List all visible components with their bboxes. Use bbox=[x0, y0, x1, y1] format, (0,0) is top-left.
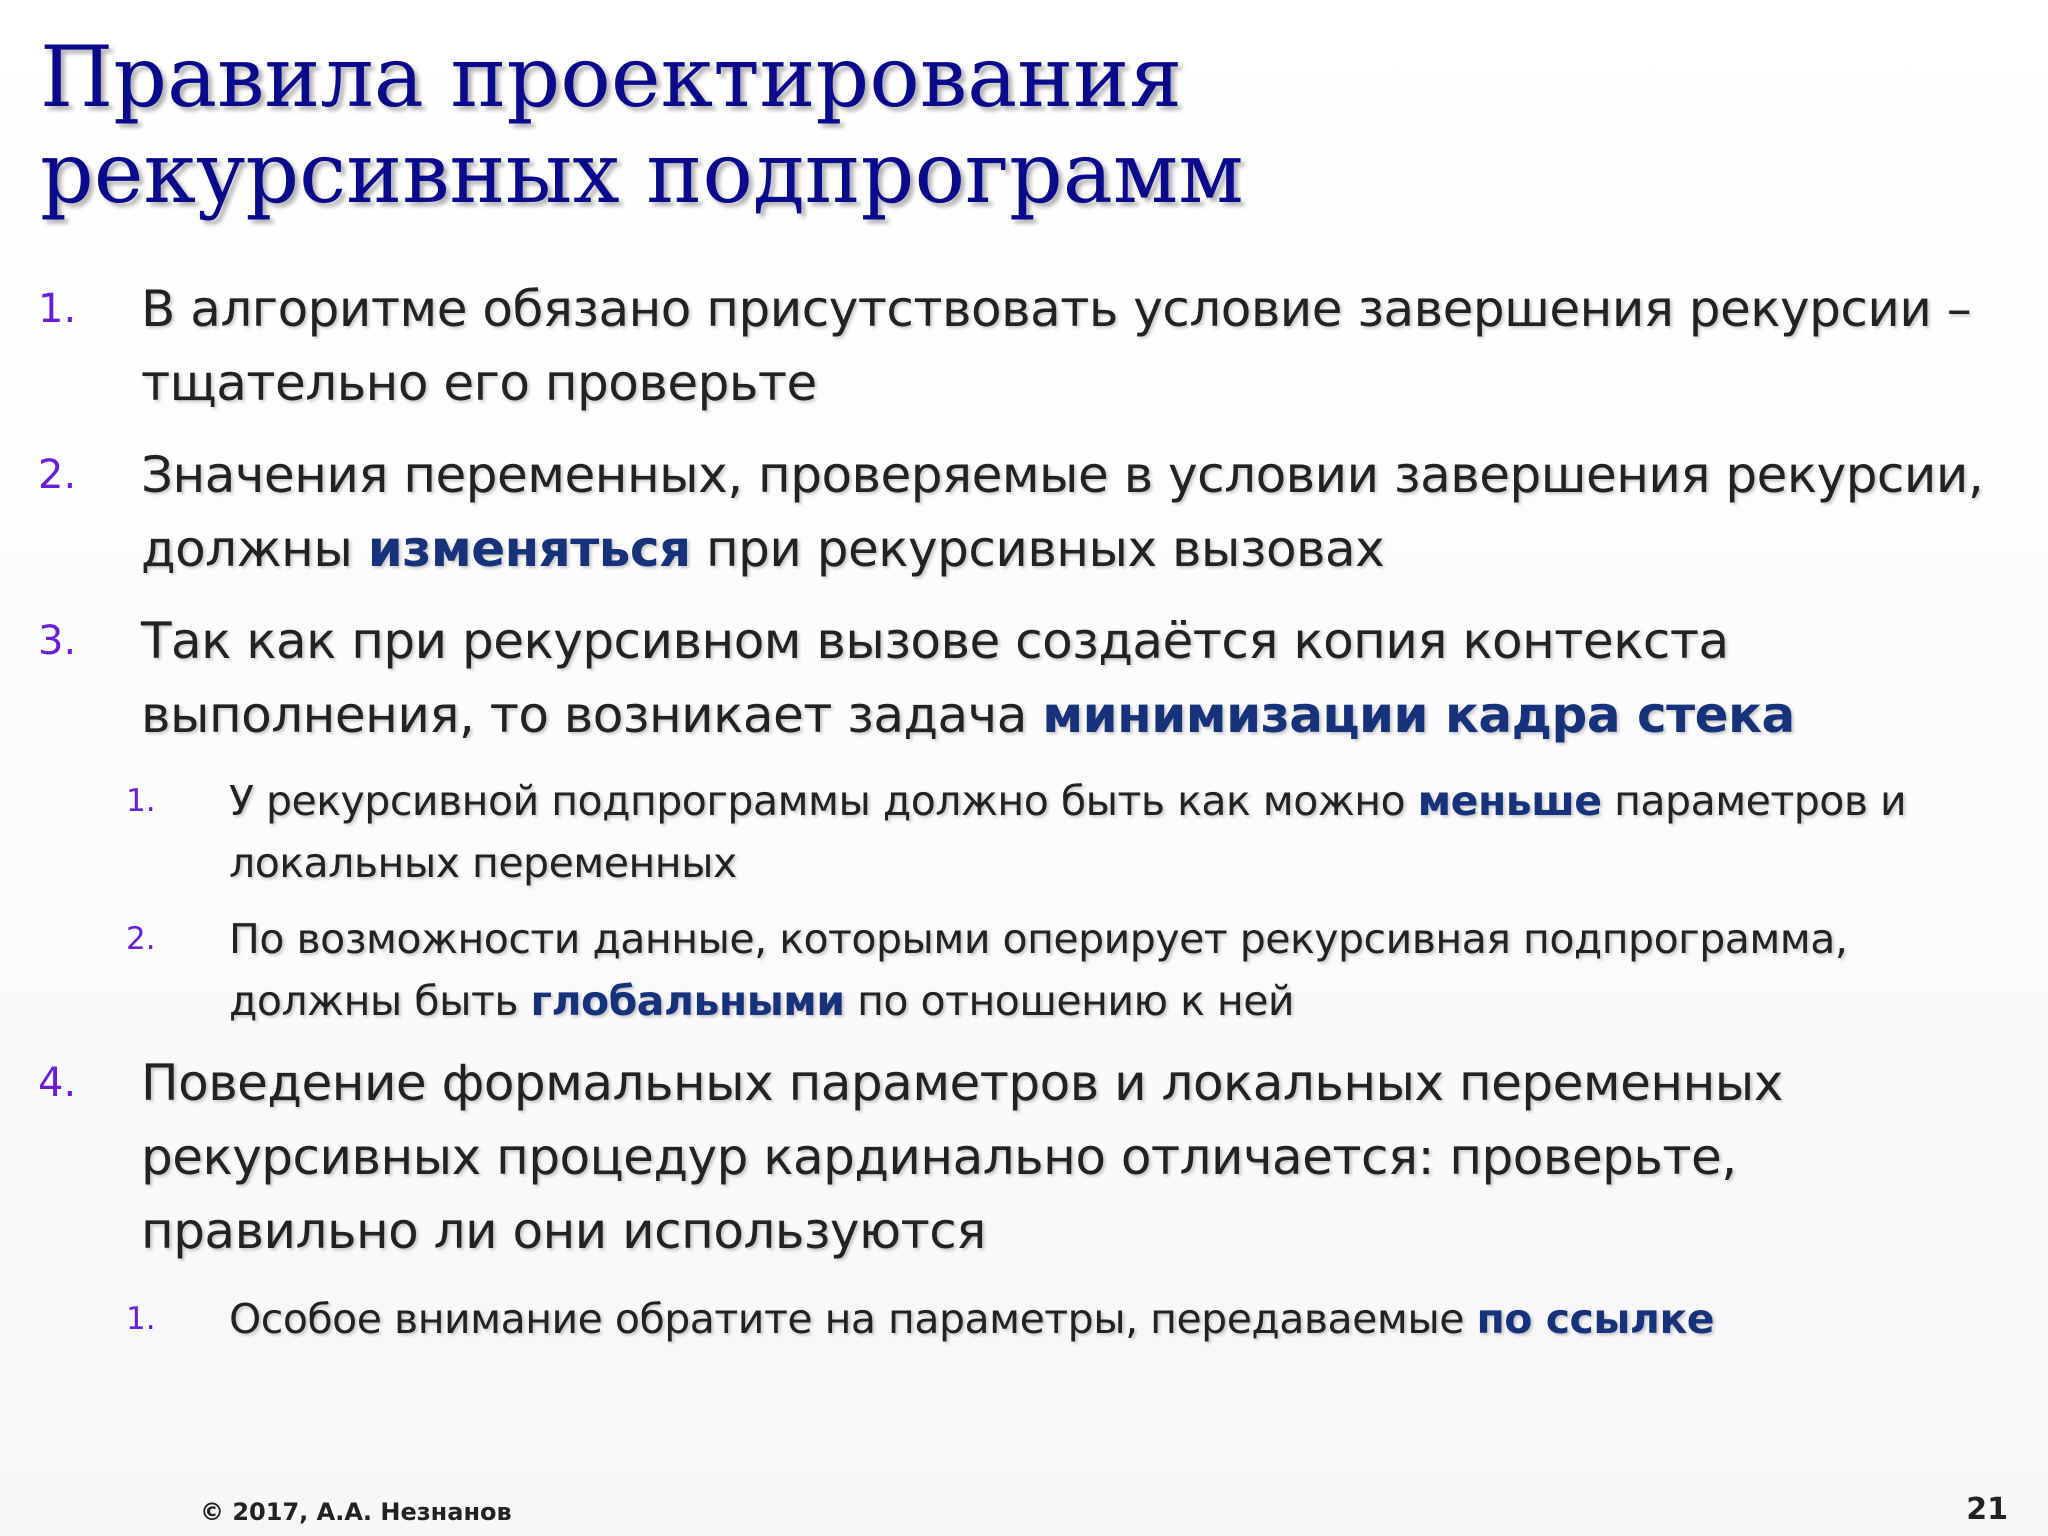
subrule-number-3-1: 1. bbox=[126, 783, 156, 819]
subrule-number-3-2: 2. bbox=[126, 921, 156, 957]
footer-page-number: 21 bbox=[1966, 1492, 2008, 1527]
rule-subitem-3-2 bbox=[38, 908, 2023, 1032]
rule-text-1: В алгоритме обязано присутствовать условие завершения рекурсии – тщательно его проверьте bbox=[141, 280, 1972, 412]
subrule-text-4-1 bbox=[229, 1288, 2019, 1350]
subrule-text-3-2-highlight: глобальными bbox=[530, 977, 845, 1025]
rule-text-3 bbox=[141, 604, 2021, 752]
subrule-text-3-1-highlight: меньше bbox=[1417, 777, 1602, 825]
slide-title bbox=[40, 30, 2000, 222]
rule-item-3 bbox=[38, 604, 2023, 752]
subrule-number-4-1: 1. bbox=[126, 1301, 156, 1337]
subrule-text-3-2 bbox=[229, 908, 2019, 1032]
rule-item-2 bbox=[38, 438, 2023, 586]
subrule-text-3-1 bbox=[229, 770, 2019, 894]
rule-text-3-pre: Так как при рекурсивном вызове создаётся копия контекста выполнения, то возникает задача bbox=[141, 612, 1729, 744]
rules-list bbox=[38, 272, 2023, 1364]
rule-subitem-4-1 bbox=[38, 1288, 2023, 1350]
rule-number-4: 4. bbox=[38, 1060, 77, 1106]
rule-item-4 bbox=[38, 1046, 2023, 1268]
rule-text-2-highlight: изменяться bbox=[367, 520, 691, 578]
rule-item-1 bbox=[38, 272, 2023, 420]
rule-text-2-post: при рекурсивных вызовах bbox=[690, 520, 1385, 578]
subrule-text-4-1-pre: Особое внимание обратите на параметры, передаваемые bbox=[229, 1295, 1477, 1343]
slide-title-line-1: Правила проектирования bbox=[40, 28, 1183, 126]
rule-text-3-highlight: минимизации кадра стека bbox=[1042, 686, 1795, 744]
footer-copyright: © 2017, А.А. Незнанов bbox=[200, 1498, 512, 1526]
rule-text-4: Поведение формальных параметров и локальных переменных рекурсивных процедур кардинально отличается: проверьте, правильно ли они используются bbox=[141, 1054, 1783, 1260]
subrule-text-3-1-pre: У рекурсивной подпрограммы должно быть как можно bbox=[229, 777, 1418, 825]
subrule-text-3-1-post: параметров и локальных переменных bbox=[229, 777, 1907, 887]
rule-text-2 bbox=[141, 438, 2021, 586]
rule-number-3: 3. bbox=[38, 618, 77, 664]
rule-subitem-3-1 bbox=[38, 770, 2023, 894]
rule-text-2-pre: Значения переменных, проверяемые в условии завершения рекурсии, должны bbox=[141, 446, 1984, 578]
rule-number-1: 1. bbox=[38, 286, 77, 332]
slide-title-line-2: рекурсивных подпрограмм bbox=[40, 123, 1244, 222]
rule-number-2: 2. bbox=[38, 452, 77, 498]
subrule-text-3-2-post: по отношению к ней bbox=[844, 977, 1295, 1025]
subrule-text-3-2-pre: По возможности данные, которыми оперирует рекурсивная подпрограмма, должны быть bbox=[229, 915, 1848, 1025]
subrule-text-4-1-highlight: по ссылке bbox=[1476, 1295, 1715, 1343]
